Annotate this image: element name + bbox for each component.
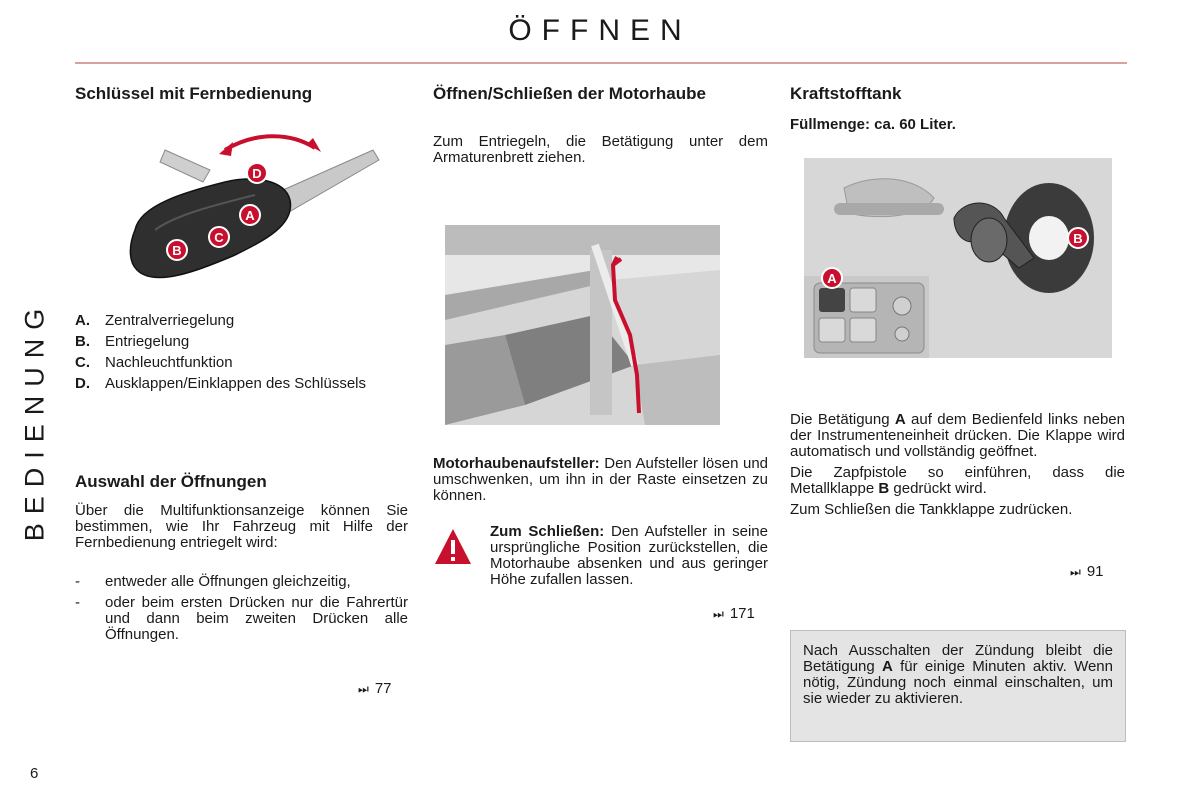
bonnet-intro: Zum Entriegeln, die Betätigung unter dem Armaturenbrett ziehen. (433, 133, 768, 166)
list-item: - oder beim ersten Drücken nur die Fahrertür und dann beim zweiten Drücken alle Öffnungen. (75, 594, 408, 643)
bonnet-strut-figure (445, 225, 720, 425)
list-item: - entweder alle Öffnungen gleichzeitig, (75, 573, 351, 590)
page-reference[interactable]: ⏭ 91 (1070, 563, 1104, 580)
page-number: 6 (30, 765, 39, 782)
fuel-para-2: Die Zapfpistole so einführen, dass die Metallklappe B gedrückt wird. (790, 464, 1125, 497)
legend-item: B. Entriegelung (75, 333, 190, 350)
openings-intro: Über die Multifunktionsanzeige können Sie bestimmen, wie Ihr Fahrzeug mit Hilfe der Fernbedienung entriegelt wird: (75, 502, 408, 551)
openings-heading: Auswahl der Öffnungen (75, 472, 267, 491)
bonnet-heading: Öffnen/Schließen der Motorhaube (433, 84, 706, 103)
badge-b (1068, 228, 1088, 248)
warning-label: Zum Schließen: (490, 523, 605, 540)
page-reference[interactable]: ⏭ 77 (358, 680, 392, 697)
warning-text: Den Aufsteller in seine ursprüngliche Position zurückstellen, die Motorhaube absenken und aus geringer Höhe zufallen lassen. (490, 523, 768, 588)
key-remote-heading: Schlüssel mit Fernbedienung (75, 84, 313, 103)
fuel-flap-figure (804, 158, 1112, 358)
info-note-box: Nach Ausschalten der Zündung bleibt die Betätigung A für einige Minuten aktiv. Wenn nötig, Zündung noch einmal einschalten, um sie wieder zu aktivieren. (790, 630, 1126, 742)
strut-label: Motorhaubenaufsteller: (433, 455, 600, 472)
badge-a (240, 205, 260, 225)
strut-text: Den Aufsteller lösen und umschwenken, um ihn in der Raste einsetzen zu können. (433, 455, 769, 504)
openings-list (75, 574, 408, 643)
fuel-instructions (790, 412, 1125, 518)
legend-item: C. Nachleuchtfunktion (75, 354, 233, 371)
page-reference[interactable]: ⏭ 171 (713, 605, 755, 622)
page-title: ÖFFNEN (508, 14, 692, 47)
warning-icon (433, 527, 473, 567)
strut-paragraph (433, 456, 768, 504)
fuel-capacity: Füllmenge: ca. 60 Liter. (790, 116, 956, 133)
svg-text:A: A (827, 271, 837, 286)
badge-a (822, 268, 842, 288)
fuel-para-1: Die Betätigung A auf dem Bedienfeld links neben der Instrumenteneinheit drücken. Die Klappe wird automatisch und vollständig geöffnet. (790, 411, 1125, 460)
side-tab (20, 290, 50, 550)
warning-paragraph (490, 524, 768, 588)
header-rule (75, 62, 1127, 64)
badge-b (167, 240, 187, 260)
ref-arrow-icon: ⏭ (713, 607, 722, 621)
svg-text:C: C (214, 230, 224, 245)
key-legend (75, 310, 415, 394)
legend-item: D. Ausklappen/Einklappen des Schlüssels (75, 375, 366, 392)
key-remote-figure (115, 120, 385, 300)
badge-c (209, 227, 229, 247)
badge-d (247, 163, 267, 183)
ref-arrow-icon: ⏭ (1070, 565, 1079, 579)
ref-arrow-icon: ⏭ (358, 682, 367, 696)
fuel-tank-heading: Kraftstofftank (790, 84, 902, 103)
svg-text:B: B (1073, 231, 1083, 246)
legend-item: A. Zentralverriegelung (75, 312, 235, 329)
svg-text:A: A (245, 208, 255, 223)
fuel-para-3: Zum Schließen die Tankklappe zudrücken. (790, 501, 1073, 518)
svg-text:B: B (172, 243, 182, 258)
svg-text:D: D (252, 166, 262, 181)
side-tab-label: BEDIENUNG (19, 299, 50, 542)
